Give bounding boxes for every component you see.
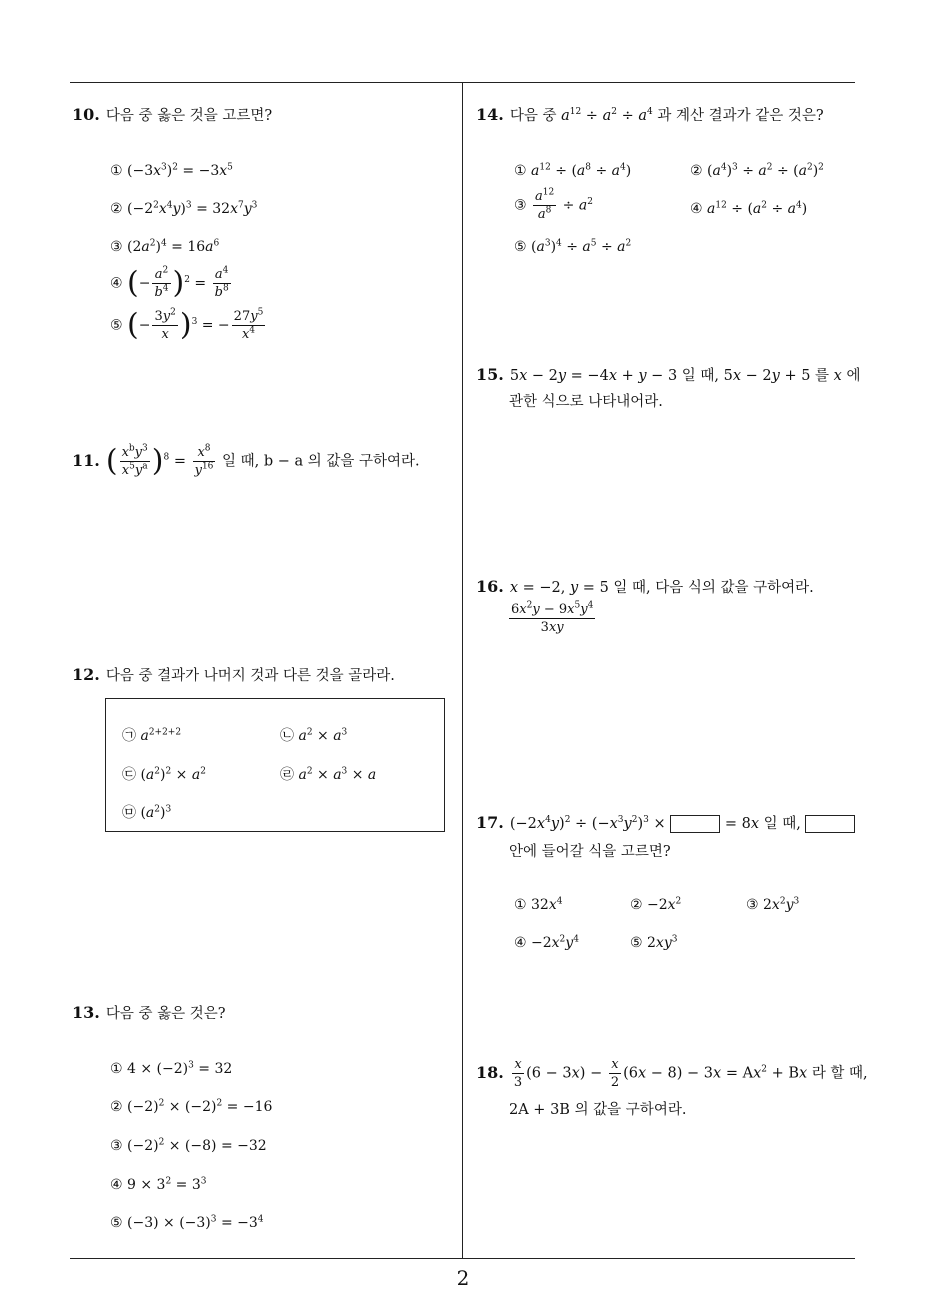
- question-18-line2: 2A + 3B 의 값을 구하여라.: [509, 1102, 687, 1118]
- column-divider: [462, 83, 463, 1258]
- question-text: 다음 중 결과가 나머지 것과 다른 것을 골라라.: [105, 668, 395, 684]
- option-5[interactable]: ⑤ $2xy^3$: [630, 934, 678, 951]
- choice-d: ㉣ $a^2 \times a^3 \times a$: [280, 766, 377, 783]
- option-5[interactable]: ⑤ (− $\frac{3y^2}{x}$ )$^3$ = − $\frac{27y^5}{x^4}$: [110, 307, 264, 343]
- option-3[interactable]: ③ $\frac{a^{12}}{a^8}$ ÷ $a^2$: [514, 187, 593, 222]
- option-1[interactable]: ① $(-3x^3)^2 = -3x^5$: [110, 162, 233, 179]
- option-4[interactable]: ④ (− $\frac{a^2}{b^4}$ )$^2$ = $\frac{a^4}{b^8}$: [110, 265, 229, 301]
- question-text: 일 때, b − a 의 값을 구하여라.: [222, 453, 420, 470]
- choice-a: ㉠ $a^{2+2+2}$: [122, 727, 182, 744]
- answer-blank[interactable]: [670, 815, 720, 833]
- option-2[interactable]: ② $(-2)^2 \times (-2)^2 = -16$: [110, 1098, 273, 1115]
- page-number: 2: [456, 1266, 470, 1290]
- question-12: 12. 다음 중 결과가 나머지 것과 다른 것을 골라라.: [72, 665, 395, 684]
- option-2[interactable]: ② $(-2^2x^4y)^3 = 32x^7y^3$: [110, 200, 258, 217]
- option-2[interactable]: ② $-2x^2$: [630, 896, 682, 913]
- option-1[interactable]: ① $4 \times (-2)^3 = 32$: [110, 1060, 233, 1077]
- choice-e: ㉤ $(a^2)^3$: [122, 804, 172, 821]
- option-3[interactable]: ③ $(-2)^2 \times (-8) = -32$: [110, 1137, 267, 1154]
- question-15-line2: 관한 식으로 나타내어라.: [509, 394, 663, 410]
- question-13: 13. 다음 중 옳은 것은?: [72, 1003, 226, 1022]
- option-4[interactable]: ④ $9 \times 3^2 = 3^3$: [110, 1176, 207, 1193]
- question-17-line2: 안에 들어갈 식을 고르면?: [509, 844, 671, 860]
- choice-c: ㉢ $(a^2)^2 \times a^2$: [122, 766, 206, 783]
- option-1[interactable]: ① $a^{12} \div (a^8 \div a^4)$: [514, 162, 632, 179]
- choice-b: ㉡ $a^2 \times a^3$: [280, 727, 348, 744]
- bottom-rule: [70, 1258, 855, 1259]
- expression: $\frac{6x^2y - 9x^5y^4}{3xy}$: [511, 600, 594, 635]
- option-3[interactable]: ③ $2x^2y^3$: [746, 896, 800, 913]
- option-5[interactable]: ⑤ $(-3) \times (-3)^3 = -3^4$: [110, 1214, 264, 1231]
- question-text: 다음 중 옳은 것은?: [105, 1006, 226, 1022]
- question-number: 10.: [72, 105, 100, 124]
- question-18: 18. $\frac{x}{3}$ (6 − 3x) − $\frac{x}{2}$ $(6x - 8) - 3x = Ax^2 + Bx$ 라 할 때,: [476, 1057, 868, 1090]
- question-16: 16. x = −2, y = 5 일 때, 다음 식의 값을 구하여라.: [476, 577, 814, 596]
- option-4[interactable]: ④ $-2x^2y^4$: [514, 934, 579, 951]
- question-10: [72, 104, 272, 125]
- answer-blank[interactable]: [805, 815, 855, 833]
- question-17: 17. $(-2x^4y)^2 \div (-x^3y^2)^3$ × = 8x 일 때,: [476, 812, 855, 833]
- question-15: 15. 5x − 2y = −4x + y − 3 일 때, 5x − 2y + 5 를 x 에: [476, 365, 861, 384]
- question-text: 다음 중 옳은 것을 고르면?: [105, 108, 273, 124]
- question-11: 11. ( $\frac{x^by^3}{x^5y^a}$ )$^8$ = $\frac{x^8}{y^{16}}$ 일 때, b − a 의 값을 구하여라.: [72, 443, 420, 479]
- option-1[interactable]: ① $32x^4$: [514, 896, 563, 913]
- option-3[interactable]: ③ $(2a^2)^4 = 16a^6$: [110, 238, 220, 255]
- option-5[interactable]: ⑤ $(a^3)^4 \div a^5 \div a^2$: [514, 238, 632, 255]
- option-4[interactable]: ④ $a^{12} \div (a^2 \div a^4)$: [690, 200, 808, 217]
- option-2[interactable]: ② $(a^4)^3 \div a^2 \div (a^2)^2$: [690, 162, 824, 179]
- question-14: 14. 다음 중 $a^{12} \div a^2 \div a^4$ 과 계산 결과가 같은 것은?: [476, 105, 824, 124]
